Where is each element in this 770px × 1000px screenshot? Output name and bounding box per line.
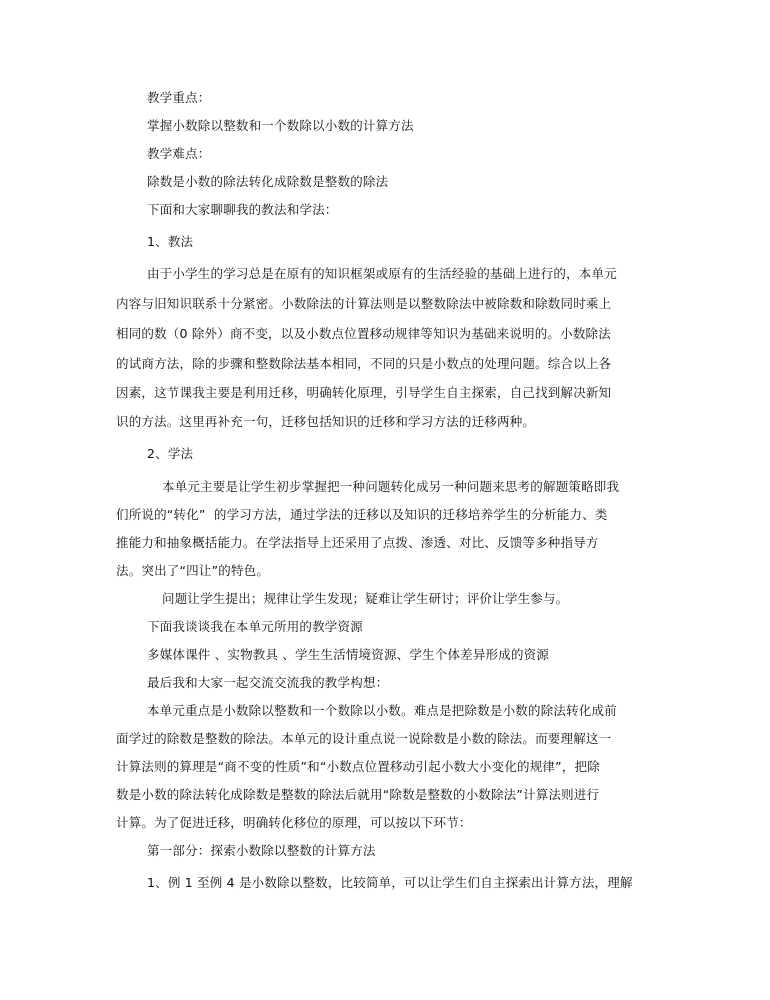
heading-part-one: 第一部分：探索小数除以整数的计算方法 — [147, 843, 376, 858]
heading-teaching-method: 1、教法 — [147, 234, 194, 249]
paragraph-line: 最后我和大家一起交流交流我的教学构想： — [147, 675, 389, 690]
paragraph-line: 问题让学生提出；规律让学生发现；疑难让学生研讨；评价让学生参与。 — [162, 591, 569, 606]
paragraph-line: 1、例 1 至例 4 是小数除以整数，比较简单，可以让学生们自主探索出计算方法，理解 — [147, 875, 633, 890]
paragraph-line: 识的方法。这里再补充一句，迁移包括知识的迁移和学习方法的迁移两种。 — [116, 414, 536, 429]
paragraph-line: 下面我谈谈我在本单元所用的教学资源 — [147, 619, 363, 634]
paragraph-line: 计算法则的算理是“商不变的性质”和“小数点位置移动引起小数大小变化的规律”，把除 — [116, 759, 600, 774]
heading-teaching-difficulty: 教学难点： — [147, 146, 211, 161]
paragraph-line: 相同的数（0 除外）商不变，以及小数点位置移动规律等知识为基础来说明的。小数除法 — [116, 326, 611, 341]
heading-learning-method: 2、学法 — [147, 446, 194, 461]
paragraph-line: 推能力和抽象概括能力。在学法指导上还采用了点拨、渗透、对比、反馈等多种指导方 — [116, 535, 599, 550]
paragraph-line: 们所说的“转化” 的学习方法，通过学法的迁移以及知识的迁移培养学生的分析能力、类 — [116, 507, 608, 522]
paragraph-line: 数是小数的除法转化成除数是整数的除法后就用“除数是整数的小数除法”计算法则进行 — [116, 787, 600, 802]
text-teaching-difficulty: 除数是小数的除法转化成除数是整数的除法 — [147, 174, 389, 189]
paragraph-line: 内容与旧知识联系十分紧密。小数除法的计算法则是以整数除法中被除数和除数同时乘上 — [116, 296, 612, 311]
paragraph-line: 计算。为了促进迁移，明确转化移位的原理，可以按以下环节： — [116, 815, 472, 830]
paragraph-line: 的试商方法，除的步骤和整数除法基本相同，不同的只是小数点的处理问题。综合以上各 — [116, 356, 612, 371]
paragraph-line: 本单元重点是小数除以整数和一个数除以小数。难点是把除数是小数的除法转化成前 — [147, 703, 617, 718]
paragraph-line: 面学过的除数是整数的除法。本单元的设计重点说一说除数是小数的除法。而要理解这一 — [116, 731, 612, 746]
paragraph-line: 本单元主要是让学生初步掌握把一种问题转化成另一种问题来思考的解题策略即我 — [162, 479, 620, 494]
text-teaching-focus: 掌握小数除以整数和一个数除以小数的计算方法 — [147, 118, 414, 133]
heading-teaching-focus: 教学重点： — [147, 90, 211, 105]
paragraph-line: 多媒体课件 、实物教具 、学生生活情境资源、学生个体差异形成的资源 — [147, 647, 550, 662]
intro-methods: 下面和大家聊聊我的教法和学法： — [147, 202, 338, 217]
paragraph-line: 法。突出了“四让”的特色。 — [116, 563, 270, 578]
paragraph-line: 因素，这节课我主要是利用迁移，明确转化原理，引导学生自主探索，自己找到解决新知 — [116, 385, 612, 400]
paragraph-line: 由于小学生的学习总是在原有的知识框架或原有的生活经验的基础上进行的，本单元 — [147, 266, 617, 281]
